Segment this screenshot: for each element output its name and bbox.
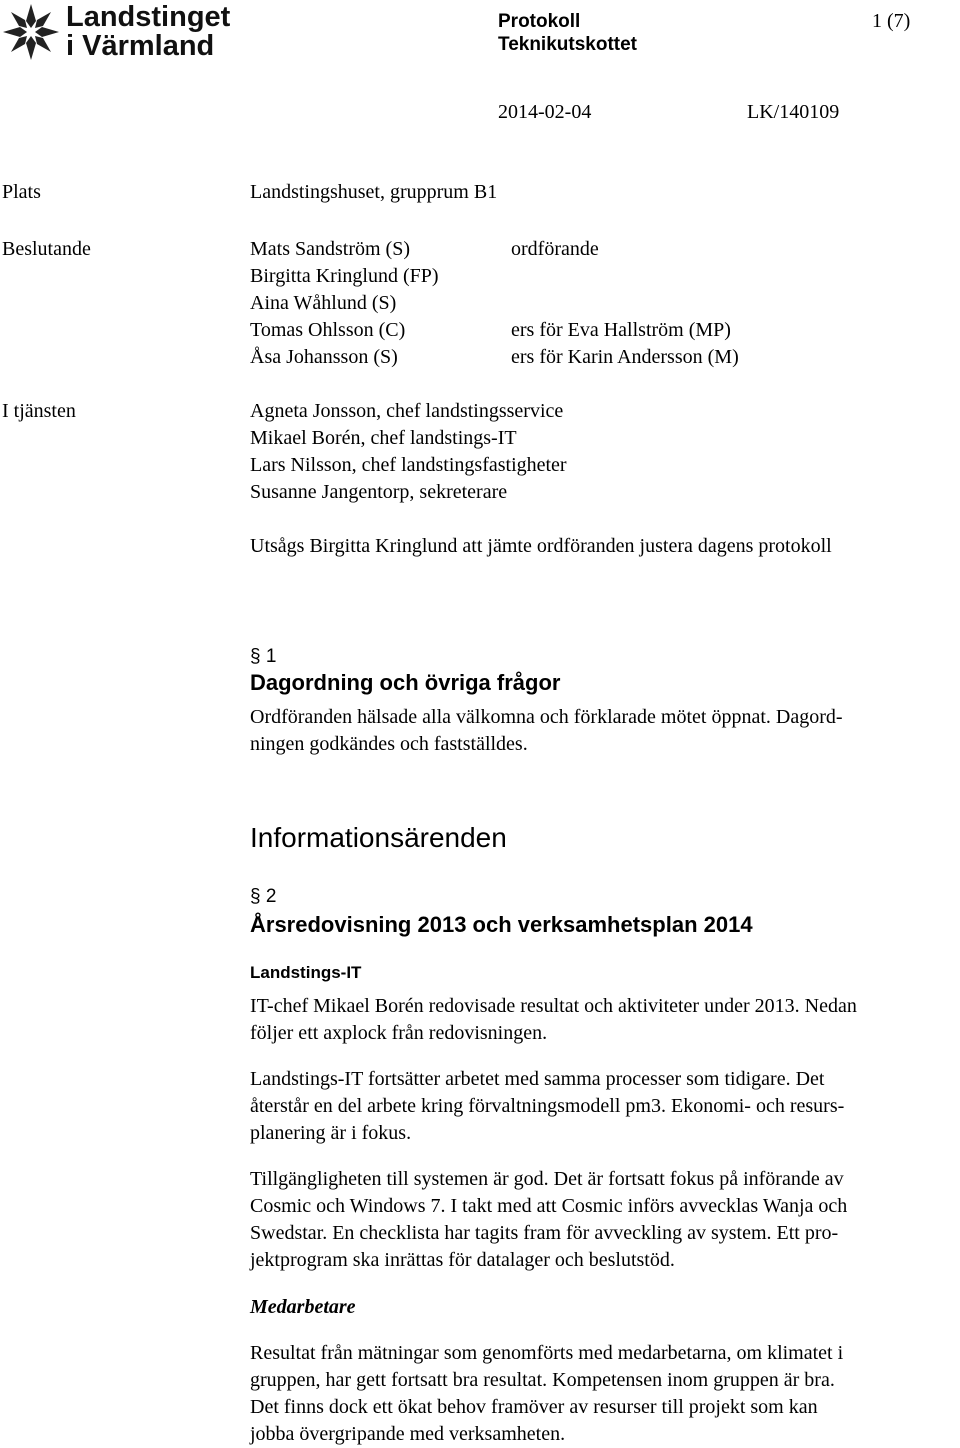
plats-value: Landstingshuset, grupprum B1 <box>250 181 498 203</box>
section-2-para-2 <box>250 1066 955 1147</box>
section-2-para-1 <box>250 993 955 1047</box>
section-2-para-4 <box>250 1340 955 1448</box>
paragraph-line: ningen godkändes och fastställdes. <box>250 733 528 755</box>
committee-name: Teknikutskottet <box>498 34 638 55</box>
doc-type: Protokoll <box>498 11 581 32</box>
section-number-value: 1 <box>265 646 277 667</box>
beslutande-role: ordförande <box>511 238 599 260</box>
beslutande-name: Aina Wåhlund (S) <box>250 292 397 314</box>
section-1-title: Dagordning och övriga frågor <box>250 670 561 695</box>
section-2-subheading: Landstings-IT <box>250 963 362 982</box>
logo-text-line2: i Värmland <box>66 30 215 62</box>
paragraph-line: återstår en del arbete kring förvaltningsmodell pm3. Ekonomi- och resurs- <box>250 1095 845 1117</box>
beslutande-label: Beslutande <box>2 238 91 260</box>
section-number-value: 2 <box>265 886 277 907</box>
medarbetare-heading: Medarbetare <box>250 1296 356 1318</box>
paragraph-line: Resultat från mätningar som genomförts med medarbetarna, om klimatet i <box>250 1342 844 1364</box>
beslutande-name: Åsa Johansson (S) <box>250 346 398 368</box>
flower-logo-icon <box>0 1 62 63</box>
logo-text-line1: Landstinget <box>66 1 231 33</box>
landstinget-logo <box>0 0 231 64</box>
tjansten-item: Mikael Borén, chef landstings-IT <box>250 427 517 449</box>
beslutande-roles <box>511 236 739 371</box>
paragraph-line: jektprogram ska inrättas för datalager och beslutstöd. <box>250 1249 675 1271</box>
tjansten-label: I tjänsten <box>2 400 76 422</box>
paragraph-line: gruppen, har gett fortsatt bra resultat. Kompetensen inom gruppen är bra. <box>250 1369 835 1391</box>
beslutande-role: ers för Eva Hallström (MP) <box>511 319 731 341</box>
plats-label: Plats <box>2 181 41 203</box>
section-2-title: Årsredovisning 2013 och verksamhetsplan 2014 <box>250 912 753 937</box>
paragraph-line: IT-chef Mikael Borén redovisade resultat och aktiviteter under 2013. Nedan <box>250 995 857 1017</box>
paragraph-line: Det finns dock ett ökat behov framöver av resurser till projekt som kan <box>250 1396 818 1418</box>
paragraph-line: Tillgängligheten till systemen är god. Det är fortsatt fokus på införande av <box>250 1168 844 1190</box>
info-heading: Informationsärenden <box>250 822 507 853</box>
beslutande-names <box>250 236 439 371</box>
beslutande-name: Mats Sandström (S) <box>250 238 410 260</box>
section-2-para-3 <box>250 1166 955 1274</box>
justering-text: Utsågs Birgitta Kringlund att jämte ordföranden justera dagens protokoll <box>250 535 832 557</box>
beslutande-role <box>511 290 739 317</box>
paragraph-line: Swedstar. En checklista har tagits fram för avveckling av system. Ett pro- <box>250 1222 839 1244</box>
section-1-body <box>250 704 955 758</box>
paragraph-line: Ordföranden hälsade alla välkomna och förklarade mötet öppnat. Dagord- <box>250 706 843 728</box>
paragraph-line: jobba övergripande med verksamheten. <box>250 1423 566 1445</box>
reference-number: LK/140109 <box>747 101 840 123</box>
section-1-number: § 1 <box>250 646 277 667</box>
beslutande-name: Tomas Ohlsson (C) <box>250 319 406 341</box>
paragraph-line: Landstings-IT fortsätter arbetet med samma processer som tidigare. Det <box>250 1068 825 1090</box>
meeting-date: 2014-02-04 <box>498 101 592 123</box>
paragraph-line: Cosmic och Windows 7. I takt med att Cosmic införs avvecklas Wanja och <box>250 1195 848 1217</box>
tjansten-list <box>250 398 567 506</box>
paragraph-line: planering är i fokus. <box>250 1122 412 1144</box>
tjansten-item: Lars Nilsson, chef landstingsfastigheter <box>250 454 567 476</box>
beslutande-role: ers för Karin Andersson (M) <box>511 346 739 368</box>
beslutande-role <box>511 263 739 290</box>
page-number: 1 (7) <box>872 10 911 32</box>
section-2-number: § 2 <box>250 886 277 907</box>
beslutande-name: Birgitta Kringlund (FP) <box>250 265 439 287</box>
paragraph-line: följer ett axplock från redovisningen. <box>250 1022 548 1044</box>
tjansten-item: Agneta Jonsson, chef landstingsservice <box>250 400 564 422</box>
tjansten-item: Susanne Jangentorp, sekreterare <box>250 481 508 503</box>
